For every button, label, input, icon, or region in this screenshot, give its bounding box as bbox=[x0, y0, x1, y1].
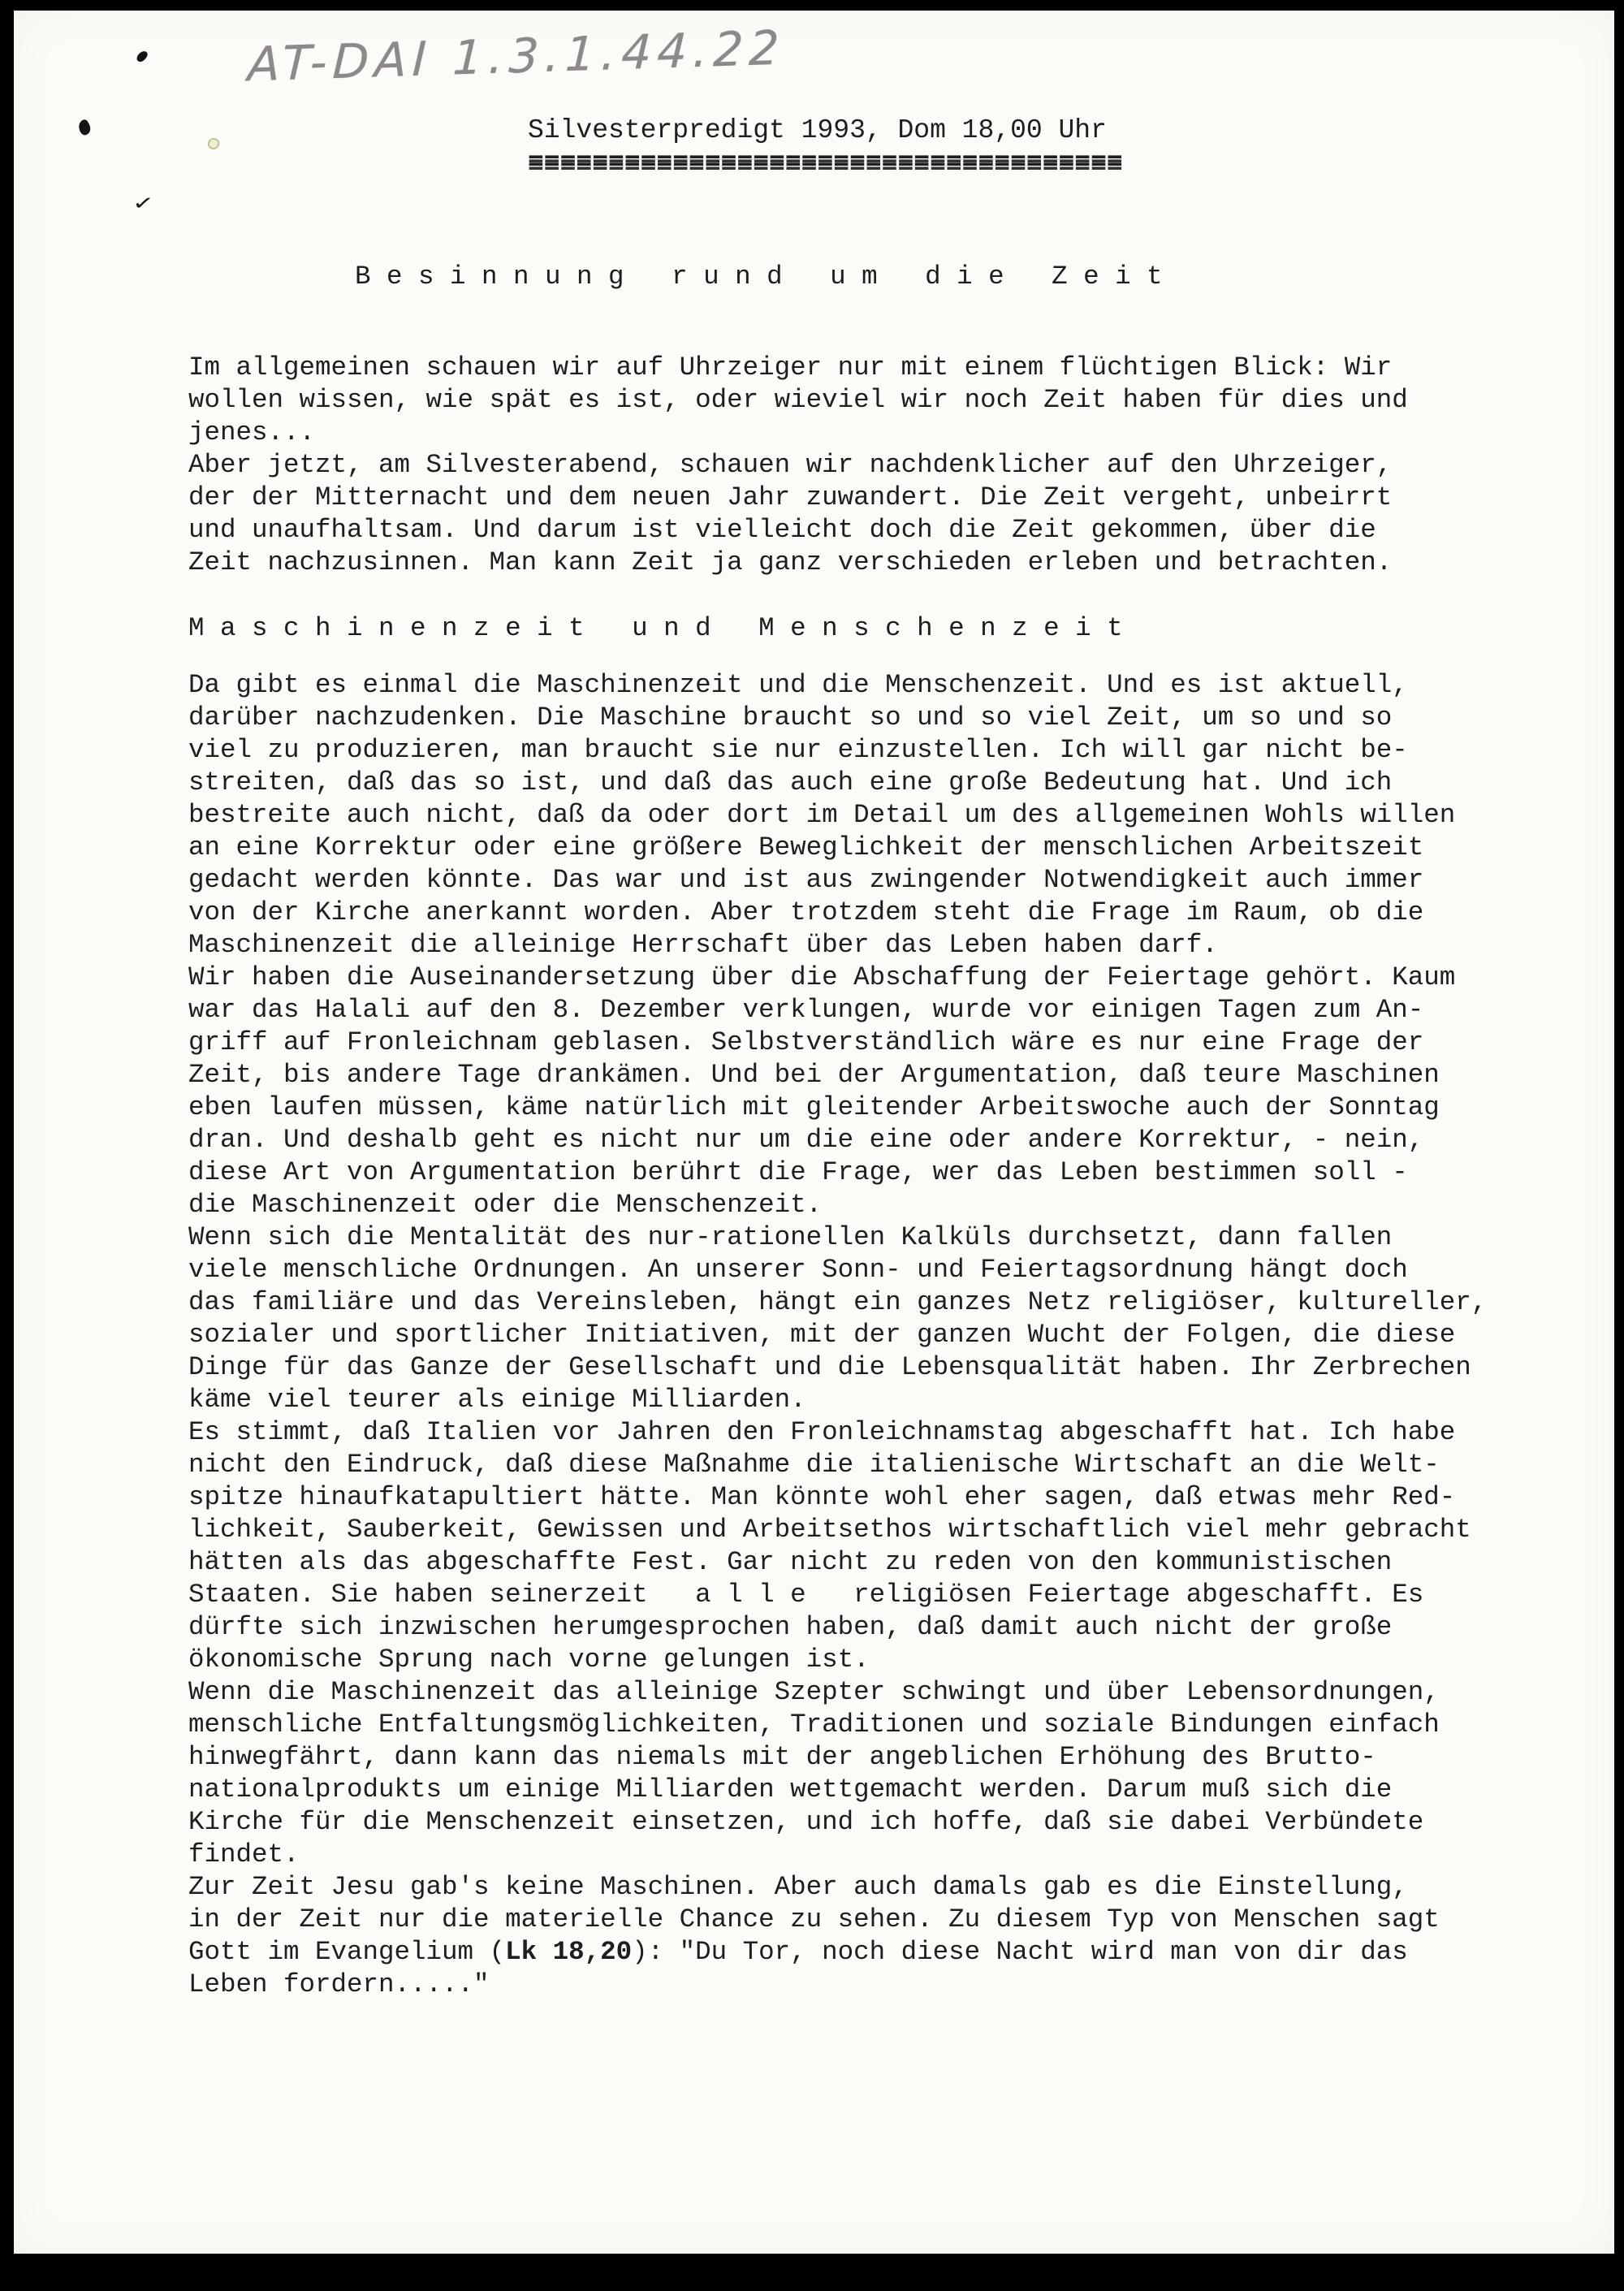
checkmark-annotation: ✓ bbox=[132, 190, 155, 216]
text-line: Wir haben die Auseinandersetzung über die Abschaffung der Feiertage gehört. Kaum bbox=[188, 962, 1456, 992]
intro-paragraph bbox=[188, 352, 1408, 579]
text-line: viel zu produzieren, man braucht sie nur einzustellen. Ich will gar nicht be- bbox=[188, 735, 1408, 765]
text-line: darüber nachzudenken. Die Maschine braucht so und so viel Zeit, um so und so bbox=[188, 702, 1393, 733]
text-line: Wenn die Maschinenzeit das alleinige Szepter schwingt und über Lebensordnungen, bbox=[188, 1677, 1440, 1707]
text-line: wollen wissen, wie spät es ist, oder wieviel wir noch Zeit haben für dies und bbox=[188, 385, 1408, 415]
text-line: das familiäre und das Vereinsleben, hängt ein ganzes Netz religiöser, kultureller, bbox=[188, 1287, 1488, 1317]
text-line: streiten, daß das so ist, und daß das auch eine große Bedeutung hat. Und ich bbox=[188, 767, 1393, 798]
text-line: Maschinenzeit die alleinige Herrschaft über das Leben haben darf. bbox=[188, 930, 1218, 960]
text-line: eben laufen müssen, käme natürlich mit gleitender Arbeitswoche auch der Sonntag bbox=[188, 1092, 1440, 1122]
text-line: ökonomische Sprung nach vorne gelungen ist. bbox=[188, 1645, 870, 1675]
text-line: findet. bbox=[188, 1839, 300, 1870]
text-line: viele menschliche Ordnungen. An unserer Sonn- und Feiertagsordnung hängt doch bbox=[188, 1255, 1408, 1285]
text-line: Zeit, bis andere Tage drankämen. Und bei der Argumentation, daß teure Maschinen bbox=[188, 1060, 1440, 1090]
text-line: Gott im Evangelium (Lk 18,20): "Du Tor, noch diese Nacht wird man von dir das bbox=[188, 1937, 1408, 1967]
text-line: Kirche für die Menschenzeit einsetzen, und ich hoffe, daß sie dabei Verbündete bbox=[188, 1807, 1424, 1837]
text-line: Aber jetzt, am Silvesterabend, schauen wir nachdenklicher auf den Uhrzeiger, bbox=[188, 450, 1393, 480]
text-line: Im allgemeinen schauen wir auf Uhrzeiger nur mit einem flüchtigen Blick: Wir bbox=[188, 352, 1393, 383]
section-heading-maschinenzeit: M a s c h i n e n z e i t u n d M e n s c h e n z e i t bbox=[188, 613, 1123, 643]
text-line: käme viel teurer als einige Milliarden. bbox=[188, 1385, 806, 1415]
text-line: dürfte sich inzwischen herumgesprochen haben, daß damit auch nicht der große bbox=[188, 1612, 1393, 1642]
text-line: bestreite auch nicht, daß da oder dort im Detail um des allgemeinen Wohls willen bbox=[188, 800, 1456, 830]
text-line: griff auf Fronleichnam geblasen. Selbstverständlich wäre es nur eine Frage der bbox=[188, 1027, 1424, 1057]
text-line: war das Halali auf den 8. Dezember verklungen, wurde vor einigen Tagen zum An- bbox=[188, 995, 1424, 1025]
text-line: spitze hinaufkatapultiert hätte. Man könnte wohl eher sagen, daß etwas mehr Red- bbox=[188, 1482, 1456, 1512]
text-line: Dinge für das Ganze der Gesellschaft und die Lebensqualität haben. Ihr Zerbrechen bbox=[188, 1352, 1471, 1382]
text-line: von der Kirche anerkannt worden. Aber trotzdem steht die Frage im Raum, ob die bbox=[188, 897, 1424, 927]
paper-speck bbox=[206, 136, 220, 150]
text-line: der der Mitternacht und dem neuen Jahr zuwandert. Die Zeit vergeht, unbeirrt bbox=[188, 482, 1393, 512]
text-line: Staaten. Sie haben seinerzeit a l l e religiösen Feiertage abgeschafft. Es bbox=[188, 1580, 1424, 1610]
text-line: hätten als das abgeschaffte Fest. Gar nicht zu reden von den kommunistischen bbox=[188, 1547, 1393, 1577]
main-text-block bbox=[188, 669, 1487, 2001]
sermon-main-heading: B e s i n n u n g r u n d u m d i e Z e i t bbox=[355, 262, 1163, 292]
text-line: sozialer und sportlicher Initiativen, mit der ganzen Wucht der Folgen, die diese bbox=[188, 1320, 1456, 1350]
ink-dot-mark bbox=[135, 50, 149, 64]
text-line: dran. Und deshalb geht es nicht nur um die eine oder andere Korrektur, - nein, bbox=[188, 1125, 1424, 1155]
text-line: Leben fordern....." bbox=[188, 1969, 490, 1999]
text-line: Zur Zeit Jesu gab's keine Maschinen. Aber auch damals gab es die Einstellung, bbox=[188, 1872, 1408, 1902]
text-line: diese Art von Argumentation berührt die Frage, wer das Leben bestimmen soll - bbox=[188, 1157, 1408, 1187]
title-underline: ===================================== bbox=[528, 148, 1123, 178]
text-line: gedacht werden könnte. Das war und ist aus zwingender Notwendigkeit auch immer bbox=[188, 865, 1424, 895]
document-title: Silvesterpredigt 1993, Dom 18,00 Uhr bbox=[528, 115, 1107, 145]
text-line: Da gibt es einmal die Maschinenzeit und die Menschenzeit. Und es ist aktuell, bbox=[188, 670, 1408, 700]
text-line: nicht den Eindruck, daß diese Maßnahme die italienische Wirtschaft an die Welt- bbox=[188, 1450, 1440, 1480]
text-line: Zeit nachzusinnen. Man kann Zeit ja ganz verschieden erleben und betrachten. bbox=[188, 547, 1393, 577]
archival-signature-handwritten: AT-DAI 1.3.1.44.22 bbox=[246, 19, 786, 93]
text-line: menschliche Entfaltungsmöglichkeiten, Traditionen und soziale Bindungen einfach bbox=[188, 1710, 1440, 1740]
text-line: jenes... bbox=[188, 417, 316, 447]
text-line: Es stimmt, daß Italien vor Jahren den Fronleichnamstag abgeschafft hat. Ich habe bbox=[188, 1417, 1456, 1447]
text-line: in der Zeit nur die materielle Chance zu sehen. Zu diesem Typ von Menschen sagt bbox=[188, 1904, 1440, 1934]
document-page bbox=[14, 11, 1614, 2254]
text-line: an eine Korrektur oder eine größere Beweglichkeit der menschlichen Arbeitszeit bbox=[188, 832, 1424, 862]
text-line: und unaufhaltsam. Und darum ist vielleicht doch die Zeit gekommen, über die bbox=[188, 515, 1376, 545]
text-line: lichkeit, Sauberkeit, Gewissen und Arbeitsethos wirtschaftlich viel mehr gebracht bbox=[188, 1515, 1471, 1545]
text-line: Wenn sich die Mentalität des nur-rationellen Kalküls durchsetzt, dann fallen bbox=[188, 1222, 1393, 1252]
ink-comma-mark bbox=[76, 119, 93, 136]
text-line: nationalprodukts um einige Milliarden wettgemacht werden. Darum muß sich die bbox=[188, 1774, 1393, 1805]
text-line: hinwegfährt, dann kann das niemals mit der angeblichen Erhöhung des Brutto- bbox=[188, 1742, 1376, 1772]
text-line: die Maschinenzeit oder die Menschenzeit. bbox=[188, 1190, 823, 1220]
